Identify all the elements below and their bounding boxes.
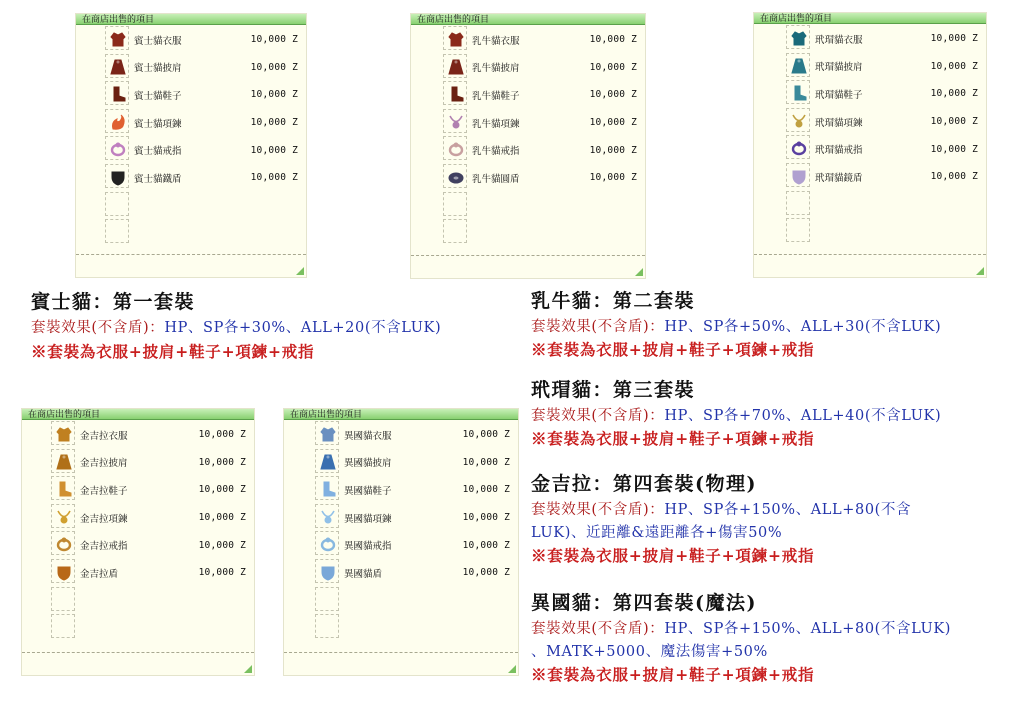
item-slot[interactable]	[51, 531, 75, 555]
set-note-chinchilla: ※套裝為衣服+披肩+鞋子+項鍊+戒指	[531, 546, 815, 565]
item-name: 金吉拉鞋子	[80, 485, 128, 497]
ring-icon	[447, 140, 465, 158]
item-price: 10,000 Z	[589, 89, 637, 101]
effect-label: 套裝效果(不含盾)：	[531, 408, 665, 424]
item-slot[interactable]	[105, 26, 129, 50]
gold-shield-icon	[55, 563, 73, 581]
panel-title: 在商店出售的項目	[76, 14, 306, 25]
effect-label: 套裝效果(不含盾)：	[531, 502, 665, 518]
item-name: 玳瑁貓披肩	[815, 62, 863, 74]
item-price: 10,000 Z	[250, 61, 298, 73]
shop-item-row[interactable]	[344, 559, 510, 587]
item-price: 10,000 Z	[198, 484, 246, 496]
item-slot[interactable]	[315, 476, 339, 500]
ring-icon	[109, 140, 127, 158]
item-slot[interactable]	[51, 476, 75, 500]
item-name: 異國貓盾	[344, 568, 383, 580]
item-price: 10,000 Z	[250, 172, 298, 184]
item-price: 10,000 Z	[589, 144, 637, 156]
panel-footer-divider	[22, 652, 254, 653]
effect-text: HP、SP各+150%、ALL+80(不含LUK)	[664, 621, 952, 637]
item-slot[interactable]	[443, 81, 467, 105]
shop-item-row[interactable]	[134, 164, 298, 192]
item-price: 10,000 Z	[930, 143, 978, 155]
item-name: 乳牛貓戒指	[472, 146, 520, 158]
panel-footer-divider	[284, 652, 518, 653]
item-slots	[443, 26, 467, 247]
set-note-cow-cat: ※套裝為衣服+披肩+鞋子+項鍊+戒指	[531, 340, 815, 359]
purple-ring-icon	[790, 139, 808, 157]
set-effect-tortoiseshell-cat	[531, 404, 941, 425]
shop-item-row[interactable]	[815, 25, 978, 53]
item-name: 賓士貓鐵盾	[134, 173, 182, 185]
effect-label: 套裝效果(不含盾)：	[531, 621, 665, 637]
blue-boots-icon	[319, 480, 337, 498]
item-slots	[51, 421, 75, 642]
shop-item-row[interactable]	[815, 108, 978, 136]
item-price: 10,000 Z	[930, 60, 978, 72]
item-slot	[443, 192, 467, 216]
item-slot	[105, 192, 129, 216]
black-shield-icon	[109, 168, 127, 186]
item-name: 異國貓戒指	[344, 541, 392, 553]
item-name: 玳瑁貓鞋子	[815, 89, 863, 101]
set-heading-tuxedo-cat: 賓士貓：第一套裝	[31, 291, 196, 313]
panel-title: 在商店出售的項目	[284, 409, 518, 420]
item-price: 10,000 Z	[462, 539, 510, 551]
item-price: 10,000 Z	[198, 539, 246, 551]
item-price: 10,000 Z	[589, 117, 637, 129]
shop-item-row[interactable]	[472, 109, 637, 137]
item-slot	[786, 191, 810, 215]
shop-panel-cow-cat	[410, 13, 646, 279]
item-slot[interactable]	[315, 449, 339, 473]
item-name: 玳瑁貓項鍊	[815, 117, 863, 129]
item-list	[472, 26, 637, 192]
shop-item-row[interactable]	[815, 53, 978, 81]
item-name: 金吉拉衣服	[80, 430, 128, 442]
item-name: 異國貓披肩	[344, 458, 392, 470]
item-price: 10,000 Z	[462, 484, 510, 496]
item-name: 賓士貓鞋子	[134, 90, 182, 102]
item-list	[134, 26, 298, 192]
shop-item-row[interactable]	[134, 109, 298, 137]
item-slot	[105, 219, 129, 243]
item-slot	[315, 587, 339, 611]
panel-footer-divider	[411, 255, 645, 256]
item-price: 10,000 Z	[930, 116, 978, 128]
set-effect-exotic-cat	[531, 617, 951, 638]
item-slot[interactable]	[786, 135, 810, 159]
item-slot[interactable]	[443, 54, 467, 78]
blue-necklace-icon	[319, 508, 337, 526]
item-name: 賓士貓衣服	[134, 35, 182, 47]
item-slot[interactable]	[315, 531, 339, 555]
item-slot	[51, 614, 75, 638]
shop-item-row[interactable]	[80, 504, 246, 532]
shop-item-row[interactable]	[80, 421, 246, 449]
item-name: 異國貓衣服	[344, 430, 392, 442]
teal-boots-icon	[790, 84, 808, 102]
shop-item-row[interactable]	[344, 449, 510, 477]
effect-text: HP、SP各+70%、ALL+40(不含LUK)	[664, 408, 942, 424]
item-slot[interactable]	[443, 164, 467, 188]
set-note-tortoiseshell-cat: ※套裝為衣服+披肩+鞋子+項鍊+戒指	[531, 429, 815, 448]
resize-grip-icon[interactable]	[976, 267, 984, 275]
item-name: 金吉拉盾	[80, 568, 119, 580]
item-price: 10,000 Z	[250, 117, 298, 129]
item-slot[interactable]	[315, 504, 339, 528]
item-slot[interactable]	[51, 449, 75, 473]
set-effect-chinchilla	[531, 498, 911, 519]
set-note-exotic-cat: ※套裝為衣服+披肩+鞋子+項鍊+戒指	[531, 665, 815, 684]
set-effect-exotic-cat-line2: 、MATK+5000、魔法傷害+50%	[531, 644, 768, 660]
panel-title: 在商店出售的項目	[754, 13, 986, 24]
gold-necklace-icon	[55, 508, 73, 526]
item-slot	[786, 218, 810, 242]
item-name: 賓士貓披肩	[134, 63, 182, 75]
item-price: 10,000 Z	[250, 89, 298, 101]
item-name: 乳牛貓披肩	[472, 63, 520, 75]
blue-armor-icon	[319, 425, 337, 443]
shop-item-row[interactable]	[80, 449, 246, 477]
shop-item-row[interactable]	[134, 136, 298, 164]
red-boots-icon	[109, 85, 127, 103]
effect-text: HP、SP各+150%、ALL+80(不含	[664, 502, 912, 518]
item-slots	[315, 421, 339, 642]
panel-footer-divider	[754, 254, 986, 255]
resize-grip-icon[interactable]	[508, 665, 516, 673]
item-price: 10,000 Z	[462, 456, 510, 468]
item-name: 異國貓鞋子	[344, 485, 392, 497]
item-list	[344, 421, 510, 587]
item-price: 10,000 Z	[462, 567, 510, 579]
red-boots-icon	[447, 85, 465, 103]
shop-item-row[interactable]	[815, 80, 978, 108]
item-name: 乳牛貓圓盾	[472, 173, 520, 185]
item-slot[interactable]	[786, 108, 810, 132]
red-cape-icon	[109, 58, 127, 76]
round-shield-icon	[447, 168, 465, 186]
item-slot[interactable]	[51, 421, 75, 445]
item-list	[80, 421, 246, 587]
shop-item-row[interactable]	[134, 81, 298, 109]
item-slot[interactable]	[105, 136, 129, 160]
item-slot[interactable]	[315, 559, 339, 583]
item-slot[interactable]	[443, 109, 467, 133]
red-armor-icon	[447, 30, 465, 48]
set-note-tuxedo-cat: ※套裝為衣服+披肩+鞋子+項鍊+戒指	[31, 342, 315, 361]
resize-grip-icon[interactable]	[296, 267, 304, 275]
item-name: 乳牛貓鞋子	[472, 90, 520, 102]
blue-ring-icon	[319, 535, 337, 553]
item-slot[interactable]	[786, 80, 810, 104]
item-name: 金吉拉戒指	[80, 541, 128, 553]
item-price: 10,000 Z	[930, 171, 978, 183]
item-price: 10,000 Z	[589, 34, 637, 46]
item-name: 玳瑁貓鏡盾	[815, 172, 863, 184]
shop-item-row[interactable]	[472, 136, 637, 164]
item-name: 金吉拉項鍊	[80, 513, 128, 525]
blue-cape-icon	[319, 453, 337, 471]
shop-item-row[interactable]	[134, 54, 298, 82]
item-name: 金吉拉披肩	[80, 458, 128, 470]
set-heading-cow-cat: 乳牛貓：第二套裝	[531, 290, 696, 312]
gold-boots-icon	[55, 480, 73, 498]
item-price: 10,000 Z	[250, 144, 298, 156]
effect-label: 套裝效果(不含盾)：	[31, 320, 165, 336]
item-slot[interactable]	[105, 164, 129, 188]
gold-necklace-icon	[790, 112, 808, 130]
item-slot	[315, 614, 339, 638]
set-heading-exotic-cat: 異國貓：第四套裝(魔法)	[531, 592, 757, 614]
shop-item-row[interactable]	[80, 531, 246, 559]
item-price: 10,000 Z	[198, 429, 246, 441]
shop-item-row[interactable]	[815, 163, 978, 191]
item-name: 玳瑁貓戒指	[815, 145, 863, 157]
teal-armor-icon	[790, 29, 808, 47]
item-price: 10,000 Z	[198, 456, 246, 468]
item-price: 10,000 Z	[930, 88, 978, 100]
effect-label: 套裝效果(不含盾)：	[531, 319, 665, 335]
shop-item-row[interactable]	[472, 54, 637, 82]
shop-item-row[interactable]	[472, 26, 637, 54]
shop-panel-tortoiseshell-cat	[753, 12, 987, 278]
effect-text: HP、SP各+30%、ALL+20(不含LUK)	[164, 320, 442, 336]
gold-armor-icon	[55, 425, 73, 443]
item-slot[interactable]	[105, 81, 129, 105]
shop-item-row[interactable]	[80, 476, 246, 504]
item-price: 10,000 Z	[198, 512, 246, 524]
item-slot[interactable]	[786, 53, 810, 77]
item-slot[interactable]	[786, 163, 810, 187]
item-slot[interactable]	[443, 26, 467, 50]
set-heading-tortoiseshell-cat: 玳瑁貓：第三套裝	[531, 379, 696, 401]
item-name: 賓士貓項鍊	[134, 118, 182, 130]
item-slot[interactable]	[51, 559, 75, 583]
panel-footer-divider	[76, 254, 306, 255]
item-name: 玳瑁貓衣服	[815, 34, 863, 46]
shop-item-row[interactable]	[472, 164, 637, 192]
item-slot[interactable]	[315, 421, 339, 445]
shop-item-row[interactable]	[472, 81, 637, 109]
gold-ring-icon	[55, 535, 73, 553]
panel-title: 在商店出售的項目	[411, 14, 645, 25]
set-effect-cow-cat	[531, 315, 941, 336]
item-slots	[786, 25, 810, 246]
shop-item-row[interactable]	[134, 26, 298, 54]
red-cape-icon	[447, 58, 465, 76]
item-slot[interactable]	[105, 54, 129, 78]
item-slot[interactable]	[105, 109, 129, 133]
shop-panel-exotic-cat	[283, 408, 519, 676]
item-name: 賓士貓戒指	[134, 146, 182, 158]
item-slot	[51, 587, 75, 611]
panel-title: 在商店出售的項目	[22, 409, 254, 420]
shop-panel-tuxedo-cat	[75, 13, 307, 278]
shop-item-row[interactable]	[80, 559, 246, 587]
item-price: 10,000 Z	[930, 33, 978, 45]
item-name: 異國貓項鍊	[344, 513, 392, 525]
shop-item-row[interactable]	[344, 504, 510, 532]
shop-item-row[interactable]	[344, 531, 510, 559]
shop-item-row[interactable]	[815, 135, 978, 163]
shop-item-row[interactable]	[344, 476, 510, 504]
item-slot	[443, 219, 467, 243]
blue-shield-icon	[319, 563, 337, 581]
gold-cape-icon	[55, 453, 73, 471]
pendant-necklace-icon	[447, 113, 465, 131]
teal-cape-icon	[790, 57, 808, 75]
flame-necklace-icon	[109, 113, 127, 131]
item-slots	[105, 26, 129, 247]
resize-grip-icon[interactable]	[244, 665, 252, 673]
item-price: 10,000 Z	[198, 567, 246, 579]
resize-grip-icon[interactable]	[635, 268, 643, 276]
item-slot[interactable]	[51, 504, 75, 528]
item-name: 乳牛貓項鍊	[472, 118, 520, 130]
item-price: 10,000 Z	[250, 34, 298, 46]
shop-item-row[interactable]	[344, 421, 510, 449]
red-armor-icon	[109, 30, 127, 48]
item-price: 10,000 Z	[462, 429, 510, 441]
item-price: 10,000 Z	[589, 61, 637, 73]
item-price: 10,000 Z	[589, 172, 637, 184]
item-slot[interactable]	[786, 25, 810, 49]
set-effect-tuxedo-cat	[31, 316, 441, 337]
shop-panel-chinchilla	[21, 408, 255, 676]
item-price: 10,000 Z	[462, 512, 510, 524]
item-slot[interactable]	[443, 136, 467, 160]
set-effect-chinchilla-line2: LUK)、近距離&遠距離各+傷害50%	[531, 525, 783, 541]
mirror-shield-icon	[790, 167, 808, 185]
effect-text: HP、SP各+50%、ALL+30(不含LUK)	[664, 319, 942, 335]
item-name: 乳牛貓衣服	[472, 35, 520, 47]
set-heading-chinchilla: 金吉拉：第四套裝(物理)	[531, 473, 757, 495]
item-list	[815, 25, 978, 191]
